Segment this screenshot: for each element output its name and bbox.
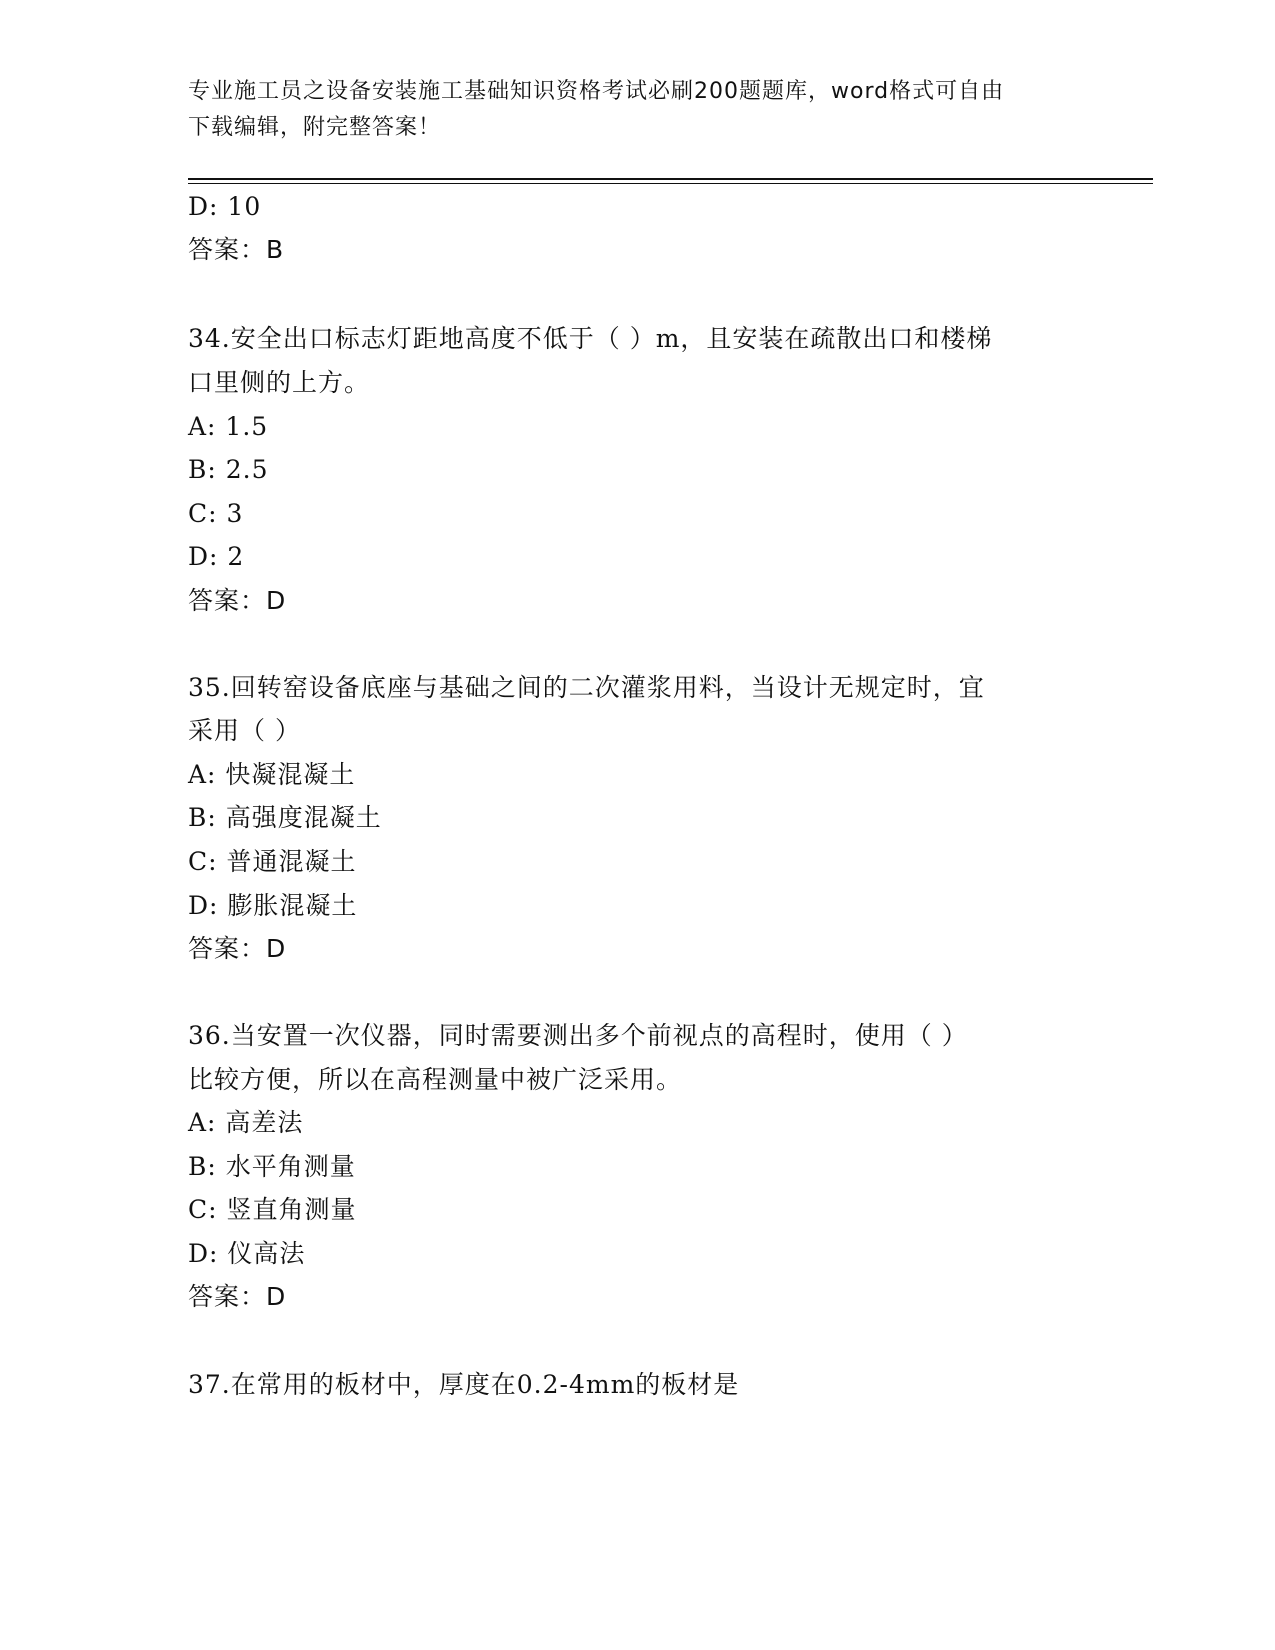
prev-option-d: D: 10 [188,192,262,221]
q35-option-d: D: 膨胀混凝土 [188,891,358,920]
q34-stem-line-1: 34.安全出口标志灯距地高度不低于（ ）m，且安装在疏散出口和楼梯 [188,324,993,353]
q34-option-b: B: 2.5 [188,455,269,484]
header-line-2: 下载编辑，附完整答案！ [188,115,442,140]
header-line-1: 专业施工员之设备安装施工基础知识资格考试必刷200题题库，word格式可自由 [188,79,1005,104]
q36-option-b: B: 水平角测量 [188,1152,356,1181]
q36-stem-line-1: 36.当安置一次仪器，同时需要测出多个前视点的高程时，使用（ ） [188,1021,968,1050]
q35-stem-line-1: 35.回转窑设备底座与基础之间的二次灌浆用料，当设计无规定时，宜 [188,673,985,702]
q34-answer: 答案：D [188,586,287,615]
q35-option-c: C: 普通混凝土 [188,847,357,876]
q36-answer: 答案：D [188,1282,287,1311]
q34-option-a: A: 1.5 [188,412,269,441]
q36-option-a: A: 高差法 [188,1108,304,1137]
q34-stem-line-2: 口里侧的上方。 [188,368,371,397]
prev-answer: 答案：B [188,235,285,264]
q36-option-c: C: 竖直角测量 [188,1195,357,1224]
document-header [188,74,1088,146]
q36-stem-line-2: 比较方便，所以在高程测量中被广泛采用。 [188,1065,683,1094]
q35-option-a: A: 快凝混凝土 [188,760,356,789]
q36-option-d: D: 仪高法 [188,1239,306,1268]
q34-option-c: C: 3 [188,499,244,528]
q35-option-b: B: 高强度混凝土 [188,803,382,832]
q37-stem-line-1: 37.在常用的板材中，厚度在0.2-4mm的板材是 [188,1370,740,1399]
header-divider-thick [188,178,1153,180]
q34-option-d: D: 2 [188,542,245,571]
q35-stem-line-2: 采用（ ） [188,716,301,745]
q35-answer: 答案：D [188,934,287,963]
header-divider-thin [188,183,1153,184]
